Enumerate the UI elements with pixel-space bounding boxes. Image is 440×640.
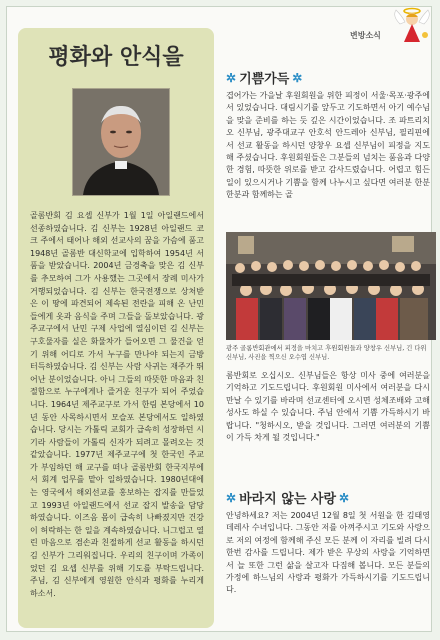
section-label: 변방소식 [350, 31, 381, 40]
angel-mascot-icon [392, 4, 432, 46]
star-icon: ✲ [226, 70, 237, 85]
memorial-body: 골롬반회 김 요셉 신부가 1월 1일 아일랜드에서 선종하였습니다. 김 신부는 1928년 아일랜드 코크 주에서 태어나 해외 선교사의 꿈을 가슴에 품고 1948년 골롬반 대신학교에 입학하여 1954년 서품을 받았습니다. 2004년 금경축을 맞은 김 신부를 추모하여 그가 사용했는 그곳에서 장례 미사가 거행되었습니다. 김 신부는 한국전쟁으로 상처받은 이 땅에 파견되어 제속된 전란을 피해 온 난민들에게 옷과 음식을 주며 그들을 돌보았습니다. 광주교구에서 난민 구제 사업에 열심이던 김 신부는 구호물자를 실은 화물차가 들어오면 그 물건을 얻기 위해 어디로 가서 누구를 만나야 되는지 금방 터득하였습니다. 김 신부는 사람 사귀는 재주가 뛰어난 분이었습니다. 아니 그들의 따뜻한 마음과 친절함으로 누구에게나 즐거운 친구가 되어 주었습니다. 1964년 제주교구로 가서 한림 본당에서 10년 동안 사목하시면서 모슬포 본당에서도 일하였습니다. 당시는 가톨릭 교회가 급속히 성장하던 시기라 사람들이 가톨릭 신자가 되려고 몰려오는 것 같았습니다. 1977년 제주교구에 첫 한국인 주교가 부임하던 해 교구를 떠나 골롬반회 한국지부에서 회계 업무를 맡아 일하였습니다. 1980년대에는 영국에서 해외선교를 홍보하는 잡지를 만들었고 1993년 아일랜드에서 선교 잡지 발송을 담당하였습니다. 이즈음 몸이 급속히 나빠졌지만 건강이 허락하는 한 일을 계속하였습니다. 니그럽고 열린 마음으로 겸손과 친절하게 선교 활동을 하시던 김 신부가 그리워집니다. 우리의 친구이며 가족이었던 김 요셉 신부를 위해 기도를 부탁드립니다. 주님, 김 신부에게 영원한 안식과 평화를 누리게 하소서. [30, 211, 204, 598]
memorial-panel [18, 28, 214, 628]
love-section-title: 바라지 않는 사랑 [239, 492, 337, 507]
joy-section-title: 기쁨가득 [239, 72, 290, 87]
love-section-header [226, 488, 430, 507]
priest-portrait-photo [72, 88, 170, 196]
star-icon: ✲ [339, 490, 350, 505]
joy-section-header [226, 68, 430, 87]
star-icon: ✲ [292, 70, 303, 85]
star-icon: ✲ [226, 490, 237, 505]
love-section-body: 안녕하세요? 저는 2004년 12월 8일 첫 서원을 한 김태영 데레사 수녀입니다. 그동안 저를 아껴주시고 기도와 사랑으로 저의 여정에 함께해 주신 모든 분께 이 자리를 빌려 다시 한번 감사를 드립니다. 제가 받은 무상의 사랑을 기억하면서 늘 또한 그런 삶을 살고자 다짐해 봅니다. 모든 분들의 가정에 하느님의 사랑과 평화가 가득하시기를 기도드립니다. [226, 511, 430, 595]
memorial-title: 평화와 안식을 [48, 44, 184, 70]
joy-section-body-top: 겹어가는 가을날 후원회원을 위한 피정이 서울·목포·광주에서 있었습니다. 대림시기를 앞두고 기도하면서 아기 예수님을 맞을 준비를 하는 듯 깊은 시간이었습니다. 조 파트리치오 신부님, 광주대교구 안호석 안드레아 신부님, 필리핀에서 선교 활동을 하시던 양창우 요셉 신부님이 피정을 지도해 주셨습니다. 후원회원들은 그분들의 넘치는 품음과 다양한 경험, 따뜻한 위로를 받고 감사드렸습니다. 어렵고 힘든 일이 있으시거나 기쁨을 함께 나누시고 싶다면 여러분 한분한분과 함께하는 골 [226, 91, 430, 200]
group-retreat-photo [226, 232, 436, 340]
joy-section-body-bottom: 롬반회로 오십시오. 신부님들은 항상 미사 중에 여러분을 기억하고 기도드립니다. 후원회원 미사에서 여러분을 다시 만날 수 있기를 바라며 선교센터에 오시면 성체조배와 고해성사도 하실 수 있습니다. 주님 안에서 기쁨 가득하시기 바랍니다. "청하시오, 받을 것입니다. 그러면 여러분의 기쁨이 가득 차게 될 것입니다." [226, 371, 430, 443]
photo-caption: 광주 골롬반회관에서 피정을 마치고 후원회원들과 양창우 신부님, 긴 다위 신부님, 사진을 찍으신 오수엽 신부님. [226, 345, 427, 361]
